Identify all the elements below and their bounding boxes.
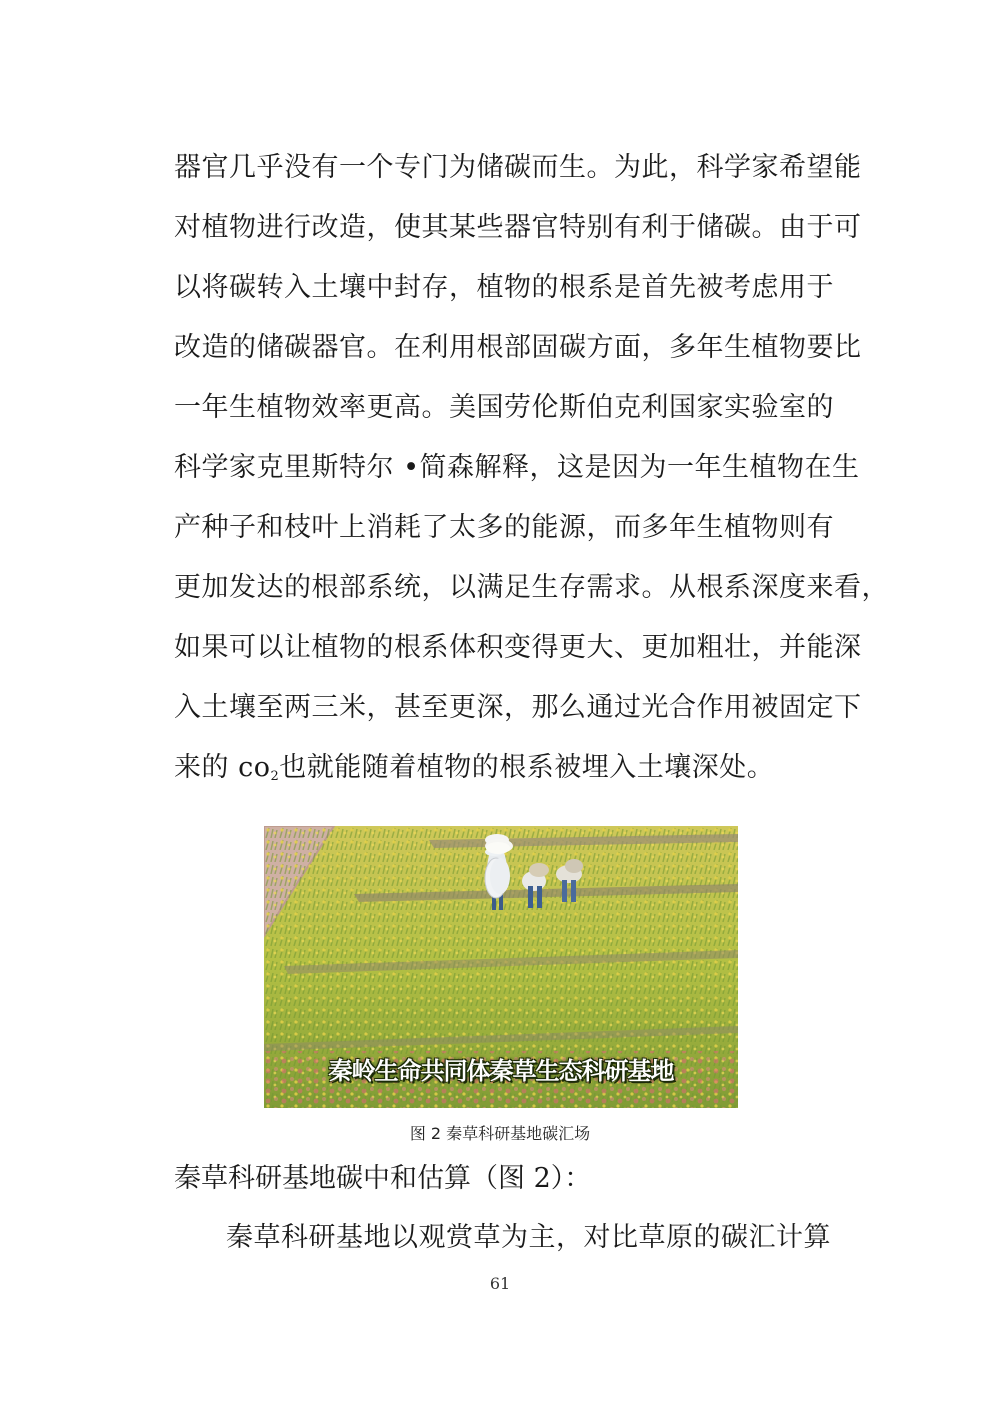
photo-overlay-text: 秦岭生命共同体秦草生态科研基地: [328, 1057, 674, 1085]
body-text-line: 更加发达的根部系统，以满足生存需求。从根系深度来看，: [174, 572, 889, 603]
body-text-line: 入土壤至两三米，甚至更深，那么通过光合作用被固定下: [174, 692, 862, 723]
figure-photo: [264, 826, 738, 1108]
text-fragment: 来的 co: [174, 752, 271, 783]
body-text-line: 对植物进行改造，使其某些器官特别有利于储碳。由于可: [174, 212, 862, 243]
body-text-line: 如果可以让植物的根系体积变得更大、更加粗壮，并能深: [174, 632, 862, 663]
body-text-line: 以将碳转入土壤中封存，植物的根系是首先被考虑用于: [174, 272, 834, 303]
figure-caption: 图 2 秦草科研基地碳汇场: [409, 1124, 591, 1143]
page-number: 61: [489, 1274, 511, 1293]
body-text-line: 器官几乎没有一个专门为储碳而生。为此，科学家希望能: [174, 152, 862, 183]
text-fragment: 也就能随着植物的根系被埋入土壤深处。: [279, 752, 775, 783]
body-text-line-last: [174, 751, 834, 794]
body-text-line: 改造的储碳器官。在利用根部固碳方面，多年生植物要比: [174, 332, 862, 363]
subscript: 2: [270, 769, 280, 784]
body-text-line: 科学家克里斯特尔 •简森解释，这是因为一年生植物在生: [174, 452, 860, 483]
body-text-line: 一年生植物效率更高。美国劳伦斯伯克利国家实验室的: [174, 392, 834, 423]
section-heading: 秦草科研基地碳中和估算（图 2）：: [174, 1163, 592, 1194]
body-text-line: 产种子和枝叶上消耗了太多的能源，而多年生植物则有: [174, 512, 834, 543]
body-paragraph-start: 秦草科研基地以观赏草为主，对比草原的碳汇计算: [226, 1222, 831, 1253]
